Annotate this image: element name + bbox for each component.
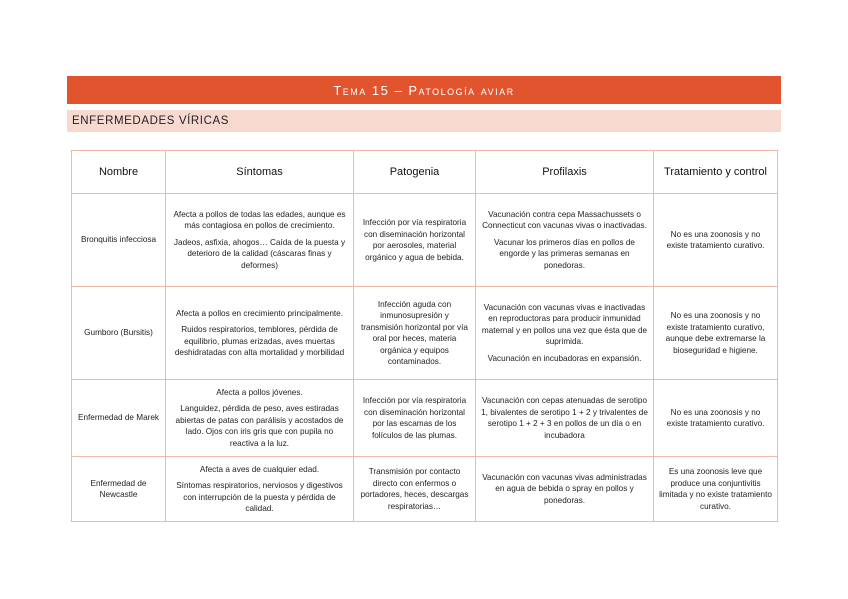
header-profilaxis: Profilaxis	[476, 151, 654, 194]
symptoms-text: Afecta a pollos jóvenes.	[216, 387, 303, 397]
cell-pathogenesis: Infección por vía respiratoria con diseminación horizontal por aerosoles, material orgánico y agua de bebida.	[354, 194, 476, 287]
header-patogenia: Patogenia	[354, 151, 476, 194]
cell-name: Bronquitis infecciosa	[72, 194, 166, 287]
cell-prophylaxis	[476, 457, 654, 522]
header-sintomas: Síntomas	[166, 151, 354, 194]
table-row	[72, 457, 778, 522]
symptoms-text: Afecta a pollos en crecimiento principalmente.	[175, 308, 344, 318]
prophylaxis-text: Vacunación con cepas atenuadas de serotipo 1, bivalentes de serotipo 1 + 2 y trivalentes de serotipo 1 + 2 + 3 en pollos de un día o en incubadora	[481, 396, 648, 440]
cell-treatment: Es una zoonosis leve que produce una conjuntivitis limitada y no existe tratamiento curativo.	[654, 457, 778, 522]
prophylaxis-text: Vacunación con vacunas vivas e inactivadas en reproductoras para producir inmunidad maternal y en pollos una vez que ésta que de suprimida.	[481, 302, 648, 347]
prophylaxis-text: Vacunación en incubadoras en expansión.	[487, 353, 642, 363]
cell-name: Gumboro (Bursitis)	[72, 287, 166, 380]
cell-prophylaxis	[476, 287, 654, 380]
cell-name: Enfermedad de Newcastle	[72, 457, 166, 522]
cell-name: Enfermedad de Marek	[72, 380, 166, 457]
symptoms-text: Ruidos respiratorios, temblores, pérdida de equilibrio, plumas erizadas, aves muertas deshidratadas con alta mortalidad y morbilidad	[174, 325, 345, 357]
symptoms-text: Afecta a aves de cualquier edad.	[199, 464, 320, 474]
table-row	[72, 194, 778, 287]
cell-treatment: No es una zoonosis y no existe tratamiento curativo.	[654, 194, 778, 287]
page-title: Tema 15 – Patología aviar	[67, 76, 781, 104]
table-row	[72, 380, 778, 457]
symptoms-text: Jadeos, asfixia, ahogos… Caída de la puesta y deterioro de la calidad (cáscaras finas y deformes)	[173, 237, 346, 270]
header-nombre: Nombre	[72, 151, 166, 194]
cell-pathogenesis: Infección aguda con inmunosupresión y transmisión horizontal por vía oral por heces, materia orgánica y equipos contaminados.	[354, 287, 476, 380]
cell-pathogenesis: Infección por vía respiratoria con diseminación horizontal por las escamas de los folículos de las plumas.	[354, 380, 476, 457]
header-tratamiento: Tratamiento y control	[654, 151, 778, 194]
cell-treatment: No es una zoonosis y no existe tratamiento curativo.	[654, 380, 778, 457]
table-header-row	[72, 151, 778, 194]
diseases-table	[71, 150, 778, 522]
symptoms-text: Afecta a pollos de todas las edades, aunque es más contagiosa en pollos de crecimiento.	[173, 209, 346, 231]
cell-prophylaxis	[476, 380, 654, 457]
cell-symptoms	[166, 457, 354, 522]
cell-symptoms	[166, 194, 354, 287]
prophylaxis-text: Vacunar los primeros días en pollos de engorde y las primeras semanas en ponedoras.	[494, 237, 635, 270]
prophylaxis-text: Vacunación contra cepa Massachussets o Connecticut con vacunas vivas o inactivadas.	[482, 209, 647, 231]
cell-symptoms	[166, 287, 354, 380]
prophylaxis-text: Vacunación con vacunas vivas administradas en agua de bebida o spray en pollos y ponedoras.	[482, 472, 647, 505]
cell-symptoms	[166, 380, 354, 457]
table-row	[72, 287, 778, 380]
section-heading: ENFERMEDADES VÍRICAS	[67, 110, 781, 132]
cell-prophylaxis	[476, 194, 654, 287]
cell-pathogenesis: Transmisión por contacto directo con enfermos o portadores, heces, descargas respiratorias…	[354, 457, 476, 522]
symptoms-text: Languidez, pérdida de peso, aves estiradas abiertas de patas con parálisis y acostados de lado. Ojos con iris gris que con pupila no reactiva a la luz.	[175, 404, 344, 448]
symptoms-text: Síntomas respiratorios, nerviosos y digestivos con interrupción de la puesta y pérdida de calidad.	[176, 481, 343, 513]
cell-treatment: No es una zoonosis y no existe tratamiento curativo, aunque debe extremarse la bioseguridad e higiene.	[654, 287, 778, 380]
